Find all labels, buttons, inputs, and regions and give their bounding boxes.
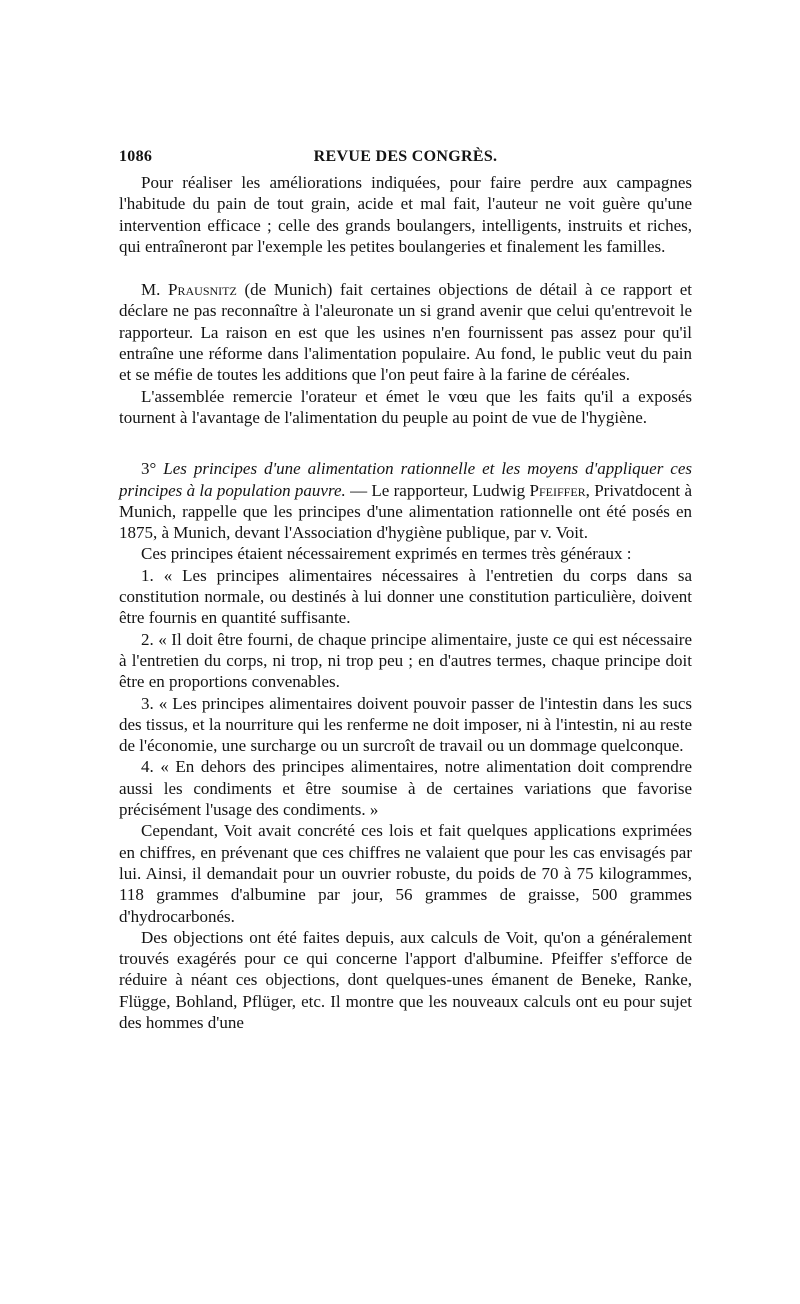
principle-item: 3. « Les principes alimentaires doivent pouvoir passer de l'intestin dans les sucs des tissus, et la nourriture qui les renferme ne doit imposer, ni à l'intestin, ni au reste de l'économie, une surcharge ou un surcroît de travail ou un dommage quelconque.	[119, 693, 692, 756]
page-body	[119, 172, 692, 1033]
principle-item: 4. « En dehors des principes alimentaires, notre alimentation doit comprendre aussi les condiments et être soumise à de certaines variations que favorise précisément l'usage des condiments. »	[119, 757, 692, 820]
paragraph: Cependant, Voit avait concrété ces lois et fait quelques applications exprimées en chiffres, en prévenant que ces chiffres ne valaient que pour les cas envisagés par lui. Ainsi, il demandait pour un ouvrier robuste, du poids de 70 à 75 kilogrammes, 118 grammes d'albumine par jour, 56 grammes de graisse, 500 grammes d'hydrocarbonés.	[119, 821, 692, 926]
paragraph: Pour réaliser les améliorations indiquées, pour faire perdre aux campagnes l'habitude du pain de tout grain, acide et mal fait, l'auteur ne voit guère qu'une intervention efficace ; celle des grands boulangers, intelligents, instruits et riches, qui entraîneront par l'exemple les petites boulangeries et finalement les familles.	[119, 173, 692, 256]
paragraph	[119, 279, 692, 385]
paragraph: L'assemblée remercie l'orateur et émet le vœu que les faits qu'il a exposés tournent à l'avantage de l'alimentation du peuple au point de vue de l'hygiène.	[119, 386, 692, 427]
paragraph-text: (de Munich) fait certaines objections de détail à ce rapport et déclare ne pas reconnaître à l'aleuronate un si grand avenir que celui qu'entrevoit le rapporteur. La raison en est que les usines n'en fournissent pas assez pour qu'il entraîne une réforme dans l'alimentation populaire. Au fond, le public veut du pain et se méfie de toutes les additions que l'on peut faire à la farine de céréales.	[119, 280, 692, 385]
section-paragraph	[119, 458, 692, 543]
section-title: Les principes d'une alimentation rationnelle et les moyens d'appliquer ces principes à la population pauvre.	[119, 459, 692, 500]
speaker-name: Prausnitz	[168, 280, 237, 300]
principle-item: 1. « Les principes alimentaires nécessaires à l'entretien du corps dans sa constitution normale, ou destinés à lui donner une constitution particulière, doivent être fournis en quantité suffisante.	[119, 565, 692, 628]
page-number: 1086	[119, 148, 153, 165]
rapporteur-name: Pfeiffer	[529, 480, 586, 500]
principle-item: 2. « Il doit être fourni, de chaque principe alimentaire, juste ce qui est nécessaire à l'entretien du corps, ni trop, ni trop peu ; en d'autres termes, chaque principe doit être en proportions convenables.	[119, 629, 692, 692]
paragraph: Des objections ont été faites depuis, aux calculs de Voit, qu'on a généralement trouvés exagérés pour ce qui concerne l'apport d'albumine. Pfeiffer s'efforce de réduire à néant ces objections, dont quelques-unes émanent de Beneke, Ranke, Flügge, Bohland, Pflüger, etc. Il montre que les nouveaux calculs ont eu pour sujet des hommes d'une	[119, 927, 692, 1032]
speaker-title: M.	[141, 280, 161, 300]
page-header	[119, 148, 692, 168]
paragraph: Ces principes étaient nécessairement exprimés en termes très généraux :	[141, 544, 632, 564]
running-title: REVUE DES CONGRÈS.	[313, 148, 498, 165]
section-number: 3°	[141, 459, 157, 479]
paragraph-text: — Le rapporteur, Ludwig	[345, 480, 530, 500]
paragraph-text: , Privatdocent à Munich, rappelle que les principes d'une alimentation rationnelle ont été posés en 1875, à Munich, devant l'Association d'hygiène publique, par v. Voit.	[119, 480, 693, 543]
